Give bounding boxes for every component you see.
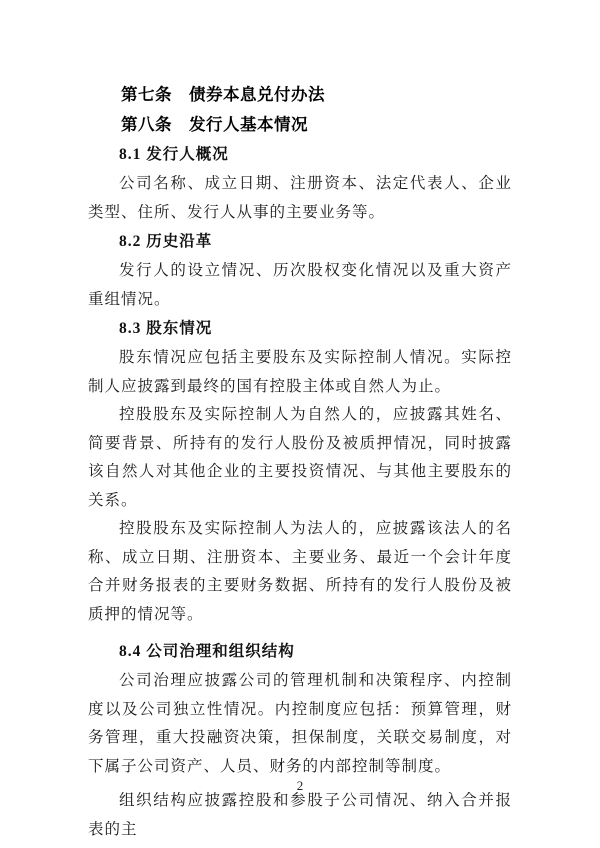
article-heading-7: 第七条 债券本息兑付办法 [121,86,325,104]
section-8-2 [88,227,512,314]
section-8-1 [88,140,512,227]
paragraph: 控股股东及实际控制人为法人的，应披露该法人的名称、成立日期、注册资本、主要业务、最近一个会计年度合并财务报表的主要财务数据、所持有的发行人股份及被质押的情况等。 [88,520,512,623]
paragraph: 发行人的设立情况、历次股权变化情况以及重大资产重组情况。 [88,262,512,308]
article-heading-8: 第八条 发行人基本情况 [121,116,308,134]
paragraph: 公司名称、成立日期、注册资本、法定代表人、企业类型、住所、发行人从事的主要业务等。 [88,175,512,221]
section-title: 8.1 发行人概况 [119,146,229,163]
document-content [88,80,512,844]
section-8-4 [88,637,512,844]
section-8-3 [88,314,512,629]
section-title: 8.3 股东情况 [119,320,213,337]
paragraph: 控股股东及实际控制人为自然人的，应披露其姓名、简要背景、所持有的发行人股份及被质押情况，同时披露该自然人对其他企业的主要投资情况、与其他主要股东的关系。 [88,406,512,509]
page-number: 2 [296,778,304,793]
paragraph: 组织结构应披露控股和参股子公司情况、纳入合并报表的主 [88,792,512,838]
section-title: 8.2 历史沿革 [119,233,213,250]
paragraph: 股东情况应包括主要股东及实际控制人情况。实际控制人应披露到最终的国有控股主体或自然人为止。 [88,349,512,395]
paragraph: 公司治理应披露公司的管理机制和决策程序、内控制度以及公司独立性情况。内控制度应包括：预算管理，财务管理，重大投融资决策，担保制度，关联交易制度，对下属子公司资产、人员、财务的内部控制等制度。 [88,672,512,775]
section-title: 8.4 公司治理和组织结构 [119,643,295,660]
